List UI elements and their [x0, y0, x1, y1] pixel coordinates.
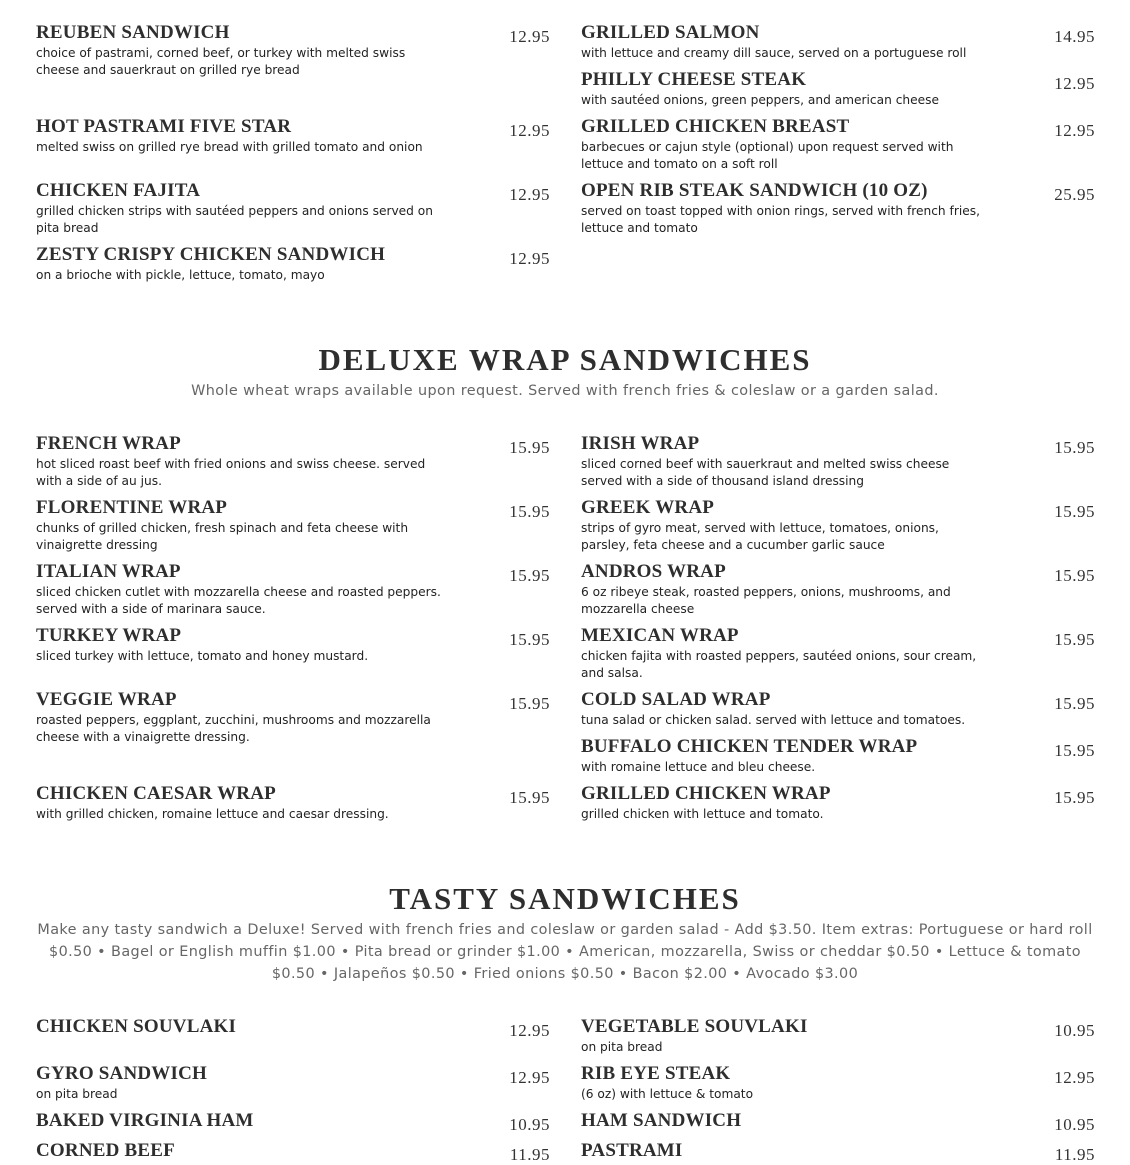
item-price: 15.95 [1054, 630, 1095, 649]
item-price: 15.95 [509, 438, 550, 457]
item-description: with lettuce and creamy dill sauce, served on a portuguese roll [581, 46, 967, 60]
menu-item [36, 180, 550, 237]
menu-item [581, 561, 1095, 618]
item-name: COLD SALAD WRAP [581, 689, 771, 710]
item-description: barbecues or cajun style (optional) upon request served with lettuce and tomato on a soft roll [581, 140, 954, 171]
item-description: chicken fajita with roasted peppers, sautéed onions, sour cream, and salsa. [581, 649, 977, 680]
item-price: 15.95 [1054, 566, 1095, 585]
menu-item [36, 497, 550, 554]
item-description: melted swiss on grilled rye bread with grilled tomato and onion [36, 140, 423, 154]
item-name: CHICKEN SOUVLAKI [36, 1016, 237, 1037]
item-name: GRILLED SALMON [581, 22, 760, 43]
menu-item [36, 244, 550, 284]
menu-item [36, 625, 550, 665]
item-name: HOT PASTRAMI FIVE STAR [36, 116, 292, 137]
item-price: 15.95 [1054, 502, 1095, 521]
menu-item [581, 1140, 1095, 1163]
item-name: FLORENTINE WRAP [36, 497, 228, 518]
item-name: CHICKEN FAJITA [36, 180, 201, 201]
item-name: VEGGIE WRAP [36, 689, 177, 710]
menu-item [581, 180, 1095, 237]
item-name: BUFFALO CHICKEN TENDER WRAP [581, 736, 918, 757]
menu-item [581, 433, 1095, 490]
item-name: MEXICAN WRAP [581, 625, 739, 646]
item-description: with sautéed onions, green peppers, and american cheese [581, 93, 939, 107]
item-name: CORNED BEEF [36, 1140, 175, 1161]
item-name: PHILLY CHEESE STEAK [581, 69, 807, 90]
item-name: PASTRAMI [581, 1140, 683, 1161]
item-price: 12.95 [509, 1068, 550, 1087]
item-name: CHICKEN CAESAR WRAP [36, 783, 276, 804]
item-price: 15.95 [1054, 788, 1095, 807]
item-name: ANDROS WRAP [581, 561, 726, 582]
item-price: 15.95 [1054, 741, 1095, 760]
item-price: 12.95 [509, 185, 550, 204]
item-price: 12.95 [509, 121, 550, 140]
menu-item [581, 1063, 1095, 1103]
menu-item [581, 689, 1095, 729]
item-price: 15.95 [509, 788, 550, 807]
item-price: 10.95 [1054, 1115, 1095, 1134]
menu-item [36, 1016, 550, 1039]
section-title-deluxe-wraps: DELUXE WRAP SANDWICHES [318, 342, 812, 377]
menu-item [36, 689, 550, 746]
item-description: served on toast topped with onion rings, served with french fries, lettuce and tomato [581, 204, 980, 235]
item-name: BAKED VIRGINIA HAM [36, 1110, 254, 1131]
item-description: sliced corned beef with sauerkraut and melted swiss cheese served with a side of thousand island dressing [581, 457, 950, 488]
item-description: hot sliced roast beef with fried onions and swiss cheese. served with a side of au jus. [36, 457, 426, 488]
section-title-tasty-sandwiches: TASTY SANDWICHES [389, 881, 741, 916]
item-price: 12.95 [1054, 74, 1095, 93]
item-description: chunks of grilled chicken, fresh spinach and feta cheese with vinaigrette dressing [36, 521, 409, 552]
menu-item [581, 1110, 1095, 1133]
item-name: GRILLED CHICKEN BREAST [581, 116, 850, 137]
item-description: sliced chicken cutlet with mozzarella cheese and roasted peppers. served with a side of marinara sauce. [36, 585, 441, 616]
item-price: 10.95 [509, 1115, 550, 1134]
item-description: with romaine lettuce and bleu cheese. [581, 760, 816, 774]
item-name: VEGETABLE SOUVLAKI [581, 1016, 808, 1037]
menu-item [581, 783, 1095, 823]
menu-item [581, 736, 1095, 776]
menu-item [581, 1016, 1095, 1056]
item-description: 6 oz ribeye steak, roasted peppers, onions, mushrooms, and mozzarella cheese [581, 585, 951, 616]
menu-item [581, 116, 1095, 173]
menu-item [36, 1140, 550, 1163]
item-price: 15.95 [509, 566, 550, 585]
item-description: on pita bread [36, 1087, 118, 1101]
item-price: 14.95 [1054, 27, 1095, 46]
item-price: 10.95 [1054, 1021, 1095, 1040]
menu-item [36, 561, 550, 618]
item-description: (6 oz) with lettuce & tomato [581, 1087, 754, 1101]
item-price: 15.95 [509, 630, 550, 649]
item-description: grilled chicken with lettuce and tomato. [581, 807, 824, 821]
item-description: tuna salad or chicken salad. served with lettuce and tomatoes. [581, 713, 966, 727]
menu-item [581, 625, 1095, 682]
item-price: 15.95 [509, 694, 550, 713]
menu-item [36, 1063, 550, 1103]
item-name: ITALIAN WRAP [36, 561, 181, 582]
menu-item [581, 22, 1095, 62]
item-name: OPEN RIB STEAK SANDWICH (10 OZ) [581, 180, 928, 201]
item-description: on pita bread [581, 1040, 663, 1054]
item-description: grilled chicken strips with sautéed peppers and onions served on pita bread [36, 204, 433, 235]
item-description: roasted peppers, eggplant, zucchini, mushrooms and mozzarella cheese with a vinaigrette dressing. [36, 713, 431, 744]
menu-item [36, 1110, 550, 1133]
item-price: 12.95 [1054, 121, 1095, 140]
item-price: 15.95 [1054, 438, 1095, 457]
item-description: sliced turkey with lettuce, tomato and honey mustard. [36, 649, 369, 663]
section-subtitle-tasty-sandwiches: Make any tasty sandwich a Deluxe! Served with french fries and coleslaw or garden salad - Add $3.50. Item extras: Portuguese or hard roll $0.50 • Bagel or English muffin $1.00 • Pita bread or grinder $1.00 • American, mozzarella, Swiss or cheddar $0.50 • Lettuce & tomato $0.50 • Jalapeños $0.50 • Fried onions $0.50 • Bacon $2.00 • Avocado $3.00 [37, 922, 1093, 982]
item-price: 15.95 [509, 502, 550, 521]
item-name: IRISH WRAP [581, 433, 700, 454]
item-description: choice of pastrami, corned beef, or turkey with melted swiss cheese and sauerkraut on grilled rye bread [36, 46, 406, 77]
menu-item [581, 497, 1095, 554]
item-price: 12.95 [509, 1021, 550, 1040]
menu-item [36, 22, 550, 79]
item-name: GRILLED CHICKEN WRAP [581, 783, 831, 804]
item-name: HAM SANDWICH [581, 1110, 742, 1131]
item-name: GYRO SANDWICH [36, 1063, 207, 1084]
item-price: 12.95 [509, 27, 550, 46]
item-price: 25.95 [1054, 185, 1095, 204]
item-description: on a brioche with pickle, lettuce, tomato, mayo [36, 268, 325, 282]
item-description: with grilled chicken, romaine lettuce and caesar dressing. [36, 807, 389, 821]
item-description: strips of gyro meat, served with lettuce, tomatoes, onions, parsley, feta cheese and a cucumber garlic sauce [581, 521, 939, 552]
menu-item [581, 69, 1095, 109]
item-price: 11.95 [1054, 1145, 1095, 1164]
item-name: FRENCH WRAP [36, 433, 181, 454]
section-subtitle-deluxe-wraps: Whole wheat wraps available upon request. Served with french fries & coleslaw or a garden salad. [191, 383, 939, 399]
item-price: 15.95 [1054, 694, 1095, 713]
item-name: REUBEN SANDWICH [36, 22, 230, 43]
item-name: RIB EYE STEAK [581, 1063, 731, 1084]
item-price: 11.95 [509, 1145, 550, 1164]
menu-item [36, 116, 550, 156]
item-price: 12.95 [1054, 1068, 1095, 1087]
item-name: TURKEY WRAP [36, 625, 182, 646]
item-name: GREEK WRAP [581, 497, 715, 518]
menu-item [36, 433, 550, 490]
item-name: ZESTY CRISPY CHICKEN SANDWICH [36, 244, 386, 265]
item-price: 12.95 [509, 249, 550, 268]
menu-item [36, 783, 550, 823]
